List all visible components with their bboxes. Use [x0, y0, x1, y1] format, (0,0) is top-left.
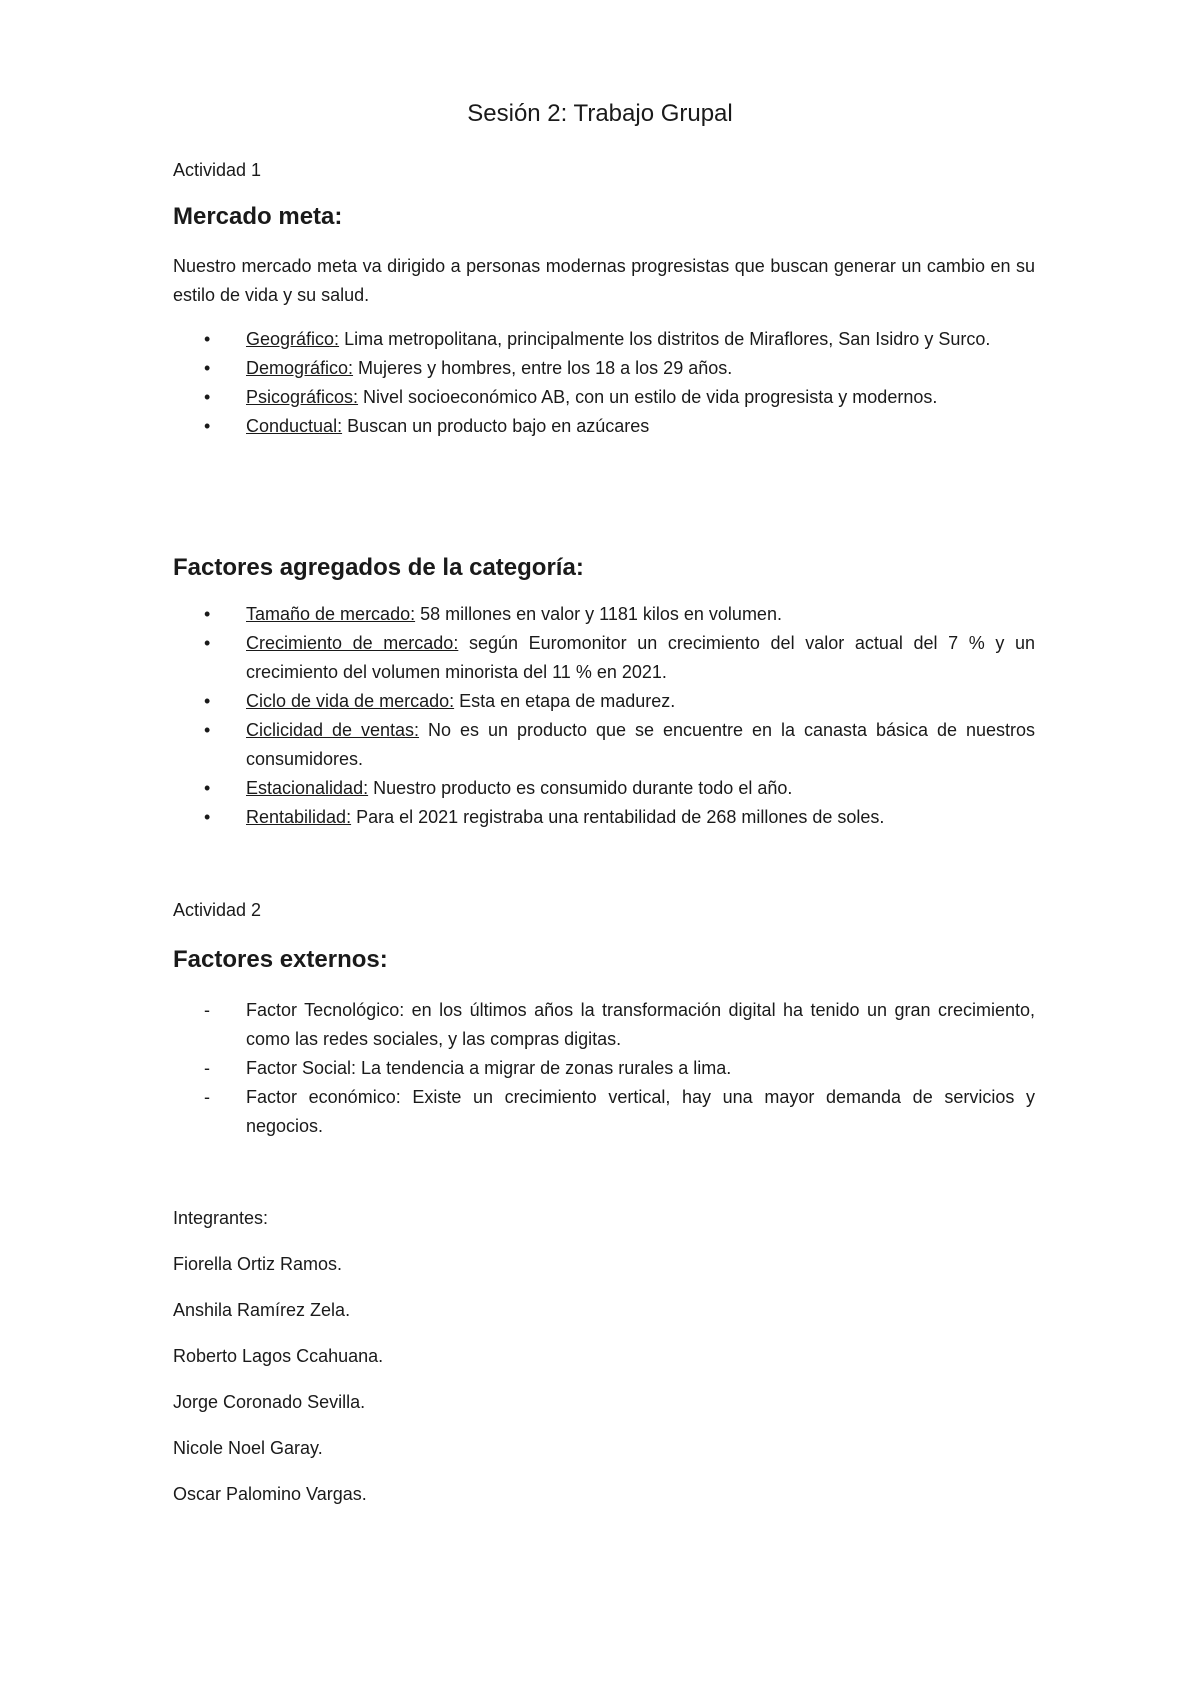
- item-text: Factor Social: La tendencia a migrar de zonas rurales a lima.: [246, 1058, 732, 1078]
- list-item: [173, 803, 1035, 832]
- item-label: Demográfico:: [246, 358, 354, 378]
- dash-icon: -: [204, 1058, 210, 1078]
- item-label: Tamaño de mercado:: [246, 604, 416, 624]
- item-label: Geográfico:: [246, 329, 340, 349]
- bullet-icon: •: [204, 807, 211, 827]
- bullet-icon: •: [204, 778, 211, 798]
- bullet-icon: •: [204, 358, 211, 378]
- bullet-icon: •: [204, 416, 211, 436]
- member-name: Roberto Lagos Ccahuana.: [173, 1346, 384, 1366]
- list-item: [173, 1054, 1035, 1083]
- mercado-meta-heading: Mercado meta:: [173, 203, 343, 230]
- list-item: [173, 325, 1035, 354]
- item-text: Factor económico: Existe un crecimiento vertical, hay una mayor demanda de servicios y negocios.: [246, 1087, 1035, 1136]
- item-label: Ciclicidad de ventas:: [246, 720, 420, 740]
- list-item: [173, 687, 1035, 716]
- activity-1-label: Actividad 1: [173, 160, 262, 180]
- list-item: [173, 1083, 1035, 1141]
- bullet-icon: •: [204, 691, 211, 711]
- item-text: según Euromonitor un crecimiento del valor actual del 7 % y un crecimiento del volumen minorista del 11 % en 2021.: [246, 633, 1035, 682]
- factores-externos-heading: Factores externos:: [173, 946, 388, 973]
- list-item: [173, 774, 1035, 803]
- item-text: 58 millones en valor y 1181 kilos en volumen.: [415, 604, 782, 624]
- item-text: Esta en etapa de madurez.: [454, 691, 676, 711]
- member-name: Anshila Ramírez Zela.: [173, 1300, 351, 1320]
- bullet-icon: •: [204, 633, 211, 653]
- list-item: [173, 629, 1035, 687]
- item-label: Crecimiento de mercado:: [246, 633, 459, 653]
- mercado-meta-list: [173, 325, 1035, 441]
- member-name: Jorge Coronado Sevilla.: [173, 1392, 366, 1412]
- factores-agregados-heading: Factores agregados de la categoría:: [173, 554, 584, 581]
- item-text: Mujeres y hombres, entre los 18 a los 29 años.: [353, 358, 733, 378]
- list-item: [173, 383, 1035, 412]
- item-label: Psicográficos:: [246, 387, 359, 407]
- bullet-icon: •: [204, 329, 211, 349]
- list-item: [173, 412, 1035, 441]
- item-text: Nuestro producto es consumido durante todo el año.: [368, 778, 793, 798]
- member-name: Fiorella Ortiz Ramos.: [173, 1254, 343, 1274]
- activity-2-label: Actividad 2: [173, 900, 262, 920]
- item-text: Para el 2021 registraba una rentabilidad de 268 millones de soles.: [351, 807, 885, 827]
- item-text: Factor Tecnológico: en los últimos años la transformación digital ha tenido un gran crecimiento, como las redes sociales, y las compras digitas.: [246, 1000, 1035, 1049]
- item-text: Nivel socioeconómico AB, con un estilo de vida progresista y modernos.: [358, 387, 938, 407]
- member-name: Oscar Palomino Vargas.: [173, 1484, 367, 1504]
- item-text: Buscan un producto bajo en azúcares: [342, 416, 650, 436]
- factores-externos-list: [173, 996, 1035, 1141]
- item-label: Ciclo de vida de mercado:: [246, 691, 455, 711]
- list-item: [173, 600, 1035, 629]
- list-item: [173, 996, 1035, 1054]
- bullet-icon: •: [204, 604, 211, 624]
- list-item: [173, 716, 1035, 774]
- item-label: Conductual:: [246, 416, 343, 436]
- bullet-icon: •: [204, 720, 211, 740]
- members-section: [173, 1206, 1035, 1528]
- factores-agregados-list: [173, 600, 1035, 832]
- members-label: Integrantes:: [173, 1208, 269, 1228]
- mercado-meta-intro: Nuestro mercado meta va dirigido a personas modernas progresistas que buscan generar un cambio en su estilo de vida y su salud.: [173, 256, 1035, 305]
- bullet-icon: •: [204, 387, 211, 407]
- document-title: Sesión 2: Trabajo Grupal: [467, 100, 733, 127]
- item-label: Rentabilidad:: [246, 807, 352, 827]
- list-item: [173, 354, 1035, 383]
- item-label: Estacionalidad:: [246, 778, 369, 798]
- item-text: No es un producto que se encuentre en la canasta básica de nuestros consumidores.: [246, 720, 1035, 769]
- member-name: Nicole Noel Garay.: [173, 1438, 323, 1458]
- dash-icon: -: [204, 1000, 210, 1020]
- dash-icon: -: [204, 1087, 210, 1107]
- item-text: Lima metropolitana, principalmente los distritos de Miraflores, San Isidro y Surco.: [339, 329, 991, 349]
